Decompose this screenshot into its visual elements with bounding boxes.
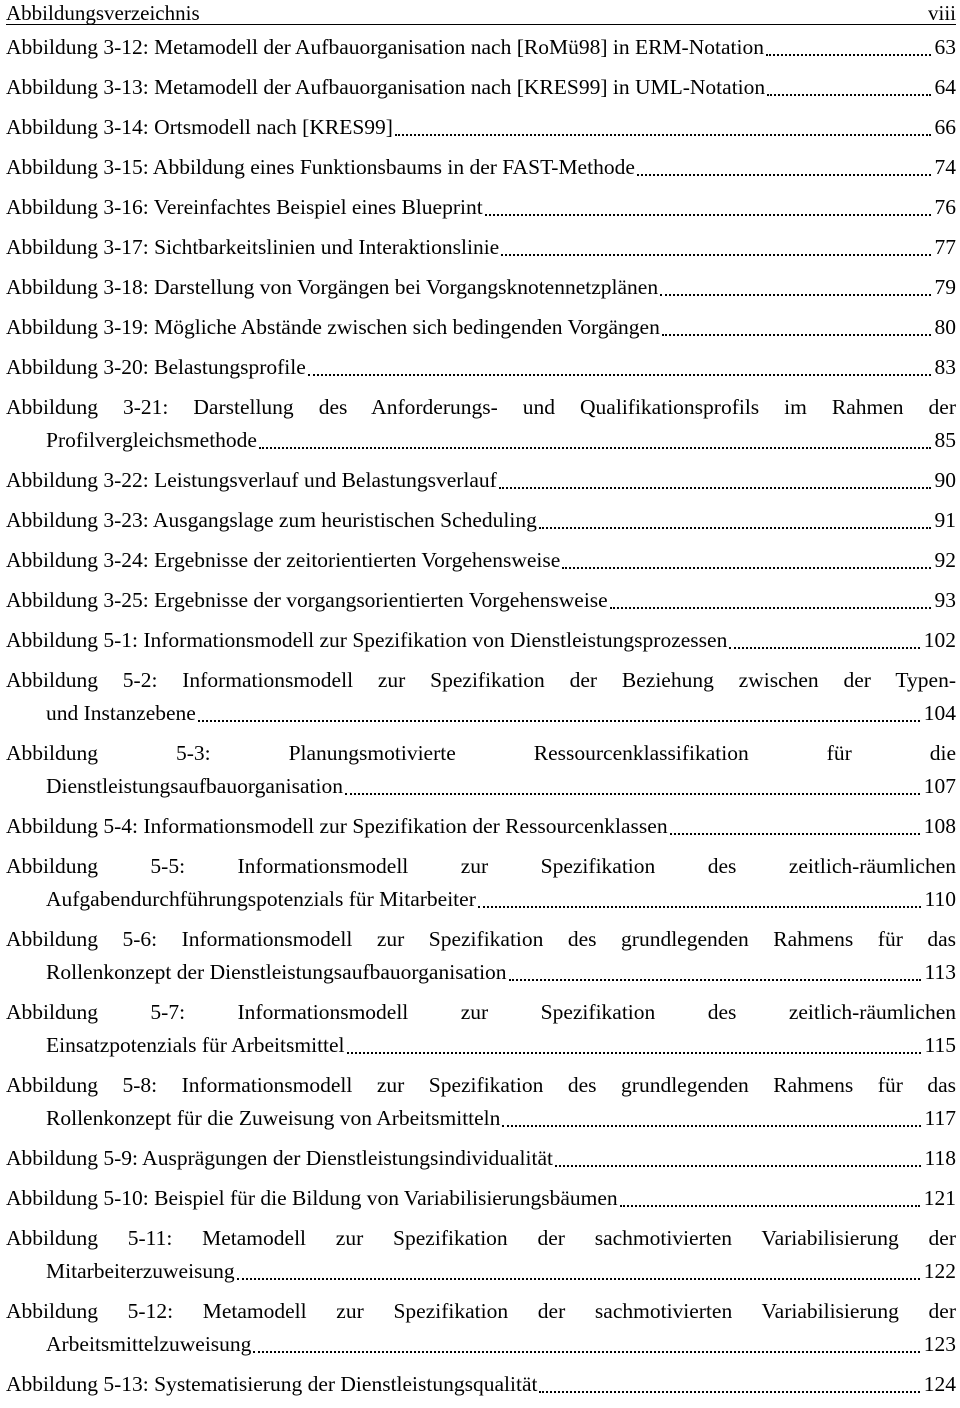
dot-leader xyxy=(767,93,930,96)
dot-leader xyxy=(555,1164,921,1167)
dot-leader xyxy=(198,719,920,722)
figure-entry[interactable] xyxy=(6,1069,956,1135)
figure-entry[interactable] xyxy=(6,810,956,843)
figure-page-number: 121 xyxy=(923,1186,956,1210)
figure-entry-continuation xyxy=(6,1029,956,1062)
figure-entry-title-line2: Arbeitsmittelzuweisung xyxy=(46,1332,252,1356)
figure-entry-title: Abbildung 3-25: Ergebnisse der vorgangsorientierten Vorgehensweise xyxy=(6,588,608,612)
dot-leader xyxy=(395,133,931,136)
figure-entry-continuation xyxy=(6,697,956,730)
dot-leader xyxy=(509,978,921,981)
dot-leader xyxy=(539,526,931,529)
figure-page-number: 79 xyxy=(934,275,956,299)
figure-page-number: 77 xyxy=(934,235,956,259)
dot-leader xyxy=(729,646,919,649)
dot-leader xyxy=(502,1124,920,1127)
figure-entry-continuation xyxy=(6,1328,956,1361)
header-title: Abbildungsverzeichnis xyxy=(6,1,200,25)
dot-leader xyxy=(308,373,931,376)
dot-leader xyxy=(501,253,930,256)
figure-entry[interactable] xyxy=(6,71,956,104)
figure-entry[interactable] xyxy=(6,504,956,537)
figure-entry[interactable] xyxy=(6,391,956,457)
figure-entry-title-line1: Abbildung 5-7: Informationsmodell zur Spezifikation des zeitlich-räumlichen xyxy=(6,1000,956,1024)
figure-entry-continuation xyxy=(6,770,956,803)
dot-leader xyxy=(766,53,931,56)
figure-entry[interactable] xyxy=(6,31,956,64)
figure-entry-title-line2: Dienstleistungsaufbauorganisation xyxy=(46,774,343,798)
figure-entry-title: Abbildung 3-17: Sichtbarkeitslinien und Interaktionslinie xyxy=(6,235,500,259)
figure-entry-title-line2: Rollenkonzept der Dienstleistungsaufbauorganisation xyxy=(46,960,507,984)
figure-page-number: 113 xyxy=(924,960,956,984)
figure-entry-title: Abbildung 3-20: Belastungsprofile xyxy=(6,355,306,379)
figure-entry-title-line1: Abbildung 5-8: Informationsmodell zur Spezifikation des grundlegenden Rahmens für das xyxy=(6,1073,956,1097)
figure-entry-continuation xyxy=(6,883,956,916)
figure-entry[interactable] xyxy=(6,191,956,224)
figure-entry[interactable] xyxy=(6,351,956,384)
figure-page-number: 76 xyxy=(934,195,956,219)
figure-entry[interactable] xyxy=(6,737,956,803)
figure-page-number: 92 xyxy=(934,548,956,572)
figure-entry-title: Abbildung 3-23: Ausgangslage zum heuristischen Scheduling xyxy=(6,508,537,532)
figure-entry-continuation xyxy=(6,1102,956,1135)
dot-leader xyxy=(499,486,931,489)
figure-entry-title-line1: Abbildung 5-11: Metamodell zur Spezifikation der sachmotivierten Variabilisierung der xyxy=(6,1226,956,1250)
page-header xyxy=(6,0,956,25)
figure-entry-title: Abbildung 3-22: Leistungsverlauf und Belastungsverlauf xyxy=(6,468,497,492)
dot-leader xyxy=(478,905,921,908)
figure-entry-continuation xyxy=(6,1255,956,1288)
figure-entry[interactable] xyxy=(6,1142,956,1175)
figure-entry-title: Abbildung 3-19: Mögliche Abstände zwischen sich bedingenden Vorgängen xyxy=(6,315,660,339)
figure-entry[interactable] xyxy=(6,231,956,264)
figure-entry[interactable] xyxy=(6,1222,956,1288)
figure-page-number: 117 xyxy=(924,1106,956,1130)
dot-leader xyxy=(237,1277,920,1280)
figure-page-number: 83 xyxy=(934,355,956,379)
dot-leader xyxy=(345,792,920,795)
figure-entry-title-line1: Abbildung 3-21: Darstellung des Anforderungs- und Qualifikationsprofils im Rahmen der xyxy=(6,395,956,419)
figure-entry[interactable] xyxy=(6,544,956,577)
figure-entry[interactable] xyxy=(6,111,956,144)
figure-list xyxy=(6,31,956,1408)
figure-page-number: 90 xyxy=(934,468,956,492)
figure-page-number: 74 xyxy=(934,155,956,179)
dot-leader xyxy=(670,832,920,835)
figure-entry-title: Abbildung 3-15: Abbildung eines Funktionsbaums in der FAST-Methode xyxy=(6,155,635,179)
figure-entry[interactable] xyxy=(6,664,956,730)
figure-page-number: 93 xyxy=(934,588,956,612)
figure-entry-title: Abbildung 5-4: Informationsmodell zur Spezifikation der Ressourcenklassen xyxy=(6,814,668,838)
figure-entry[interactable] xyxy=(6,584,956,617)
figure-entry[interactable] xyxy=(6,1295,956,1361)
figure-page-number: 110 xyxy=(924,887,956,911)
figure-page-number: 102 xyxy=(923,628,956,652)
figure-entry-title: Abbildung 3-12: Metamodell der Aufbauorganisation nach [RoMü98] in ERM-Notation xyxy=(6,35,764,59)
figure-page-number: 118 xyxy=(924,1146,956,1170)
figure-page-number: 104 xyxy=(923,701,956,725)
figure-entry-title-line2: Mitarbeiterzuweisung xyxy=(46,1259,235,1283)
figure-entry-title-line2: Einsatzpotenzials für Arbeitsmittel xyxy=(46,1033,345,1057)
figure-page-number: 85 xyxy=(934,428,956,452)
figure-page-number: 124 xyxy=(923,1372,956,1396)
figure-entry-title: Abbildung 3-16: Vereinfachtes Beispiel eines Blueprint xyxy=(6,195,483,219)
figure-entry-title-line1: Abbildung 5-6: Informationsmodell zur Spezifikation des grundlegenden Rahmens für das xyxy=(6,927,956,951)
figure-entry[interactable] xyxy=(6,624,956,657)
figure-page-number: 108 xyxy=(923,814,956,838)
figure-page-number: 63 xyxy=(934,35,956,59)
figure-page-number: 91 xyxy=(934,508,956,532)
figure-entry[interactable] xyxy=(6,1368,956,1401)
figure-page-number: 107 xyxy=(923,774,956,798)
dot-leader xyxy=(660,293,930,296)
figure-page-number: 66 xyxy=(934,115,956,139)
dot-leader xyxy=(637,173,931,176)
figure-page-number: 123 xyxy=(923,1332,956,1356)
figure-entry-continuation xyxy=(6,956,956,989)
figure-entry-title: Abbildung 3-24: Ergebnisse der zeitorientierten Vorgehensweise xyxy=(6,548,561,572)
figure-entry-title-line1: Abbildung 5-12: Metamodell zur Spezifikation der sachmotivierten Variabilisierung der xyxy=(6,1299,956,1323)
dot-leader xyxy=(562,566,930,569)
dot-leader xyxy=(253,1350,919,1353)
figure-entry-title-line2: Aufgabendurchführungspotenzials für Mitarbeiter xyxy=(46,887,476,911)
dot-leader xyxy=(620,1204,920,1207)
dot-leader xyxy=(610,606,931,609)
figure-entry-title: Abbildung 5-13: Systematisierung der Dienstleistungsqualität xyxy=(6,1372,538,1396)
figure-entry[interactable] xyxy=(6,1182,956,1215)
dot-leader xyxy=(347,1051,921,1054)
figure-entry-title-line1: Abbildung 5-5: Informationsmodell zur Spezifikation des zeitlich-räumlichen xyxy=(6,854,956,878)
figure-entry[interactable] xyxy=(6,850,956,916)
figure-page-number: 115 xyxy=(924,1033,956,1057)
figure-entry-title: Abbildung 3-18: Darstellung von Vorgängen bei Vorgangsknotennetzplänen xyxy=(6,275,659,299)
figure-entry[interactable] xyxy=(6,923,956,989)
dot-leader xyxy=(662,333,931,336)
figure-entry[interactable] xyxy=(6,271,956,304)
figure-entry[interactable] xyxy=(6,996,956,1062)
figure-entry-continuation xyxy=(6,424,956,457)
figure-entry-title: Abbildung 3-14: Ortsmodell nach [KRES99] xyxy=(6,115,393,139)
figure-entry-title: Abbildung 5-10: Beispiel für die Bildung von Variabilisierungsbäumen xyxy=(6,1186,618,1210)
figure-entry-title: Abbildung 5-9: Ausprägungen der Dienstleistungsindividualität xyxy=(6,1146,553,1170)
figure-entry[interactable] xyxy=(6,151,956,184)
figure-entry-title: Abbildung 5-1: Informationsmodell zur Spezifikation von Dienstleistungsprozessen xyxy=(6,628,728,652)
figure-entry-title-line2: und Instanzebene xyxy=(46,701,196,725)
figure-entry-title-line2: Profilvergleichsmethode xyxy=(46,428,257,452)
figure-entry-title-line1: Abbildung 5-2: Informationsmodell zur Spezifikation der Beziehung zwischen der Typen- xyxy=(6,668,956,692)
dot-leader xyxy=(259,446,931,449)
figure-page-number: 80 xyxy=(934,315,956,339)
figure-page-number: 64 xyxy=(934,75,956,99)
figure-entry[interactable] xyxy=(6,464,956,497)
figure-entry[interactable] xyxy=(6,311,956,344)
figure-page-number: 122 xyxy=(923,1259,956,1283)
figure-entry-title-line1: Abbildung 5-3: Planungsmotivierte Ressourcenklassifikation für die xyxy=(6,741,956,765)
dot-leader xyxy=(539,1390,919,1393)
dot-leader xyxy=(485,213,931,216)
figure-entry-title-line2: Rollenkonzept für die Zuweisung von Arbeitsmitteln xyxy=(46,1106,501,1130)
header-page-number: viii xyxy=(927,1,956,25)
figure-entry-title: Abbildung 3-13: Metamodell der Aufbauorganisation nach [KRES99] in UML-Notation xyxy=(6,75,766,99)
